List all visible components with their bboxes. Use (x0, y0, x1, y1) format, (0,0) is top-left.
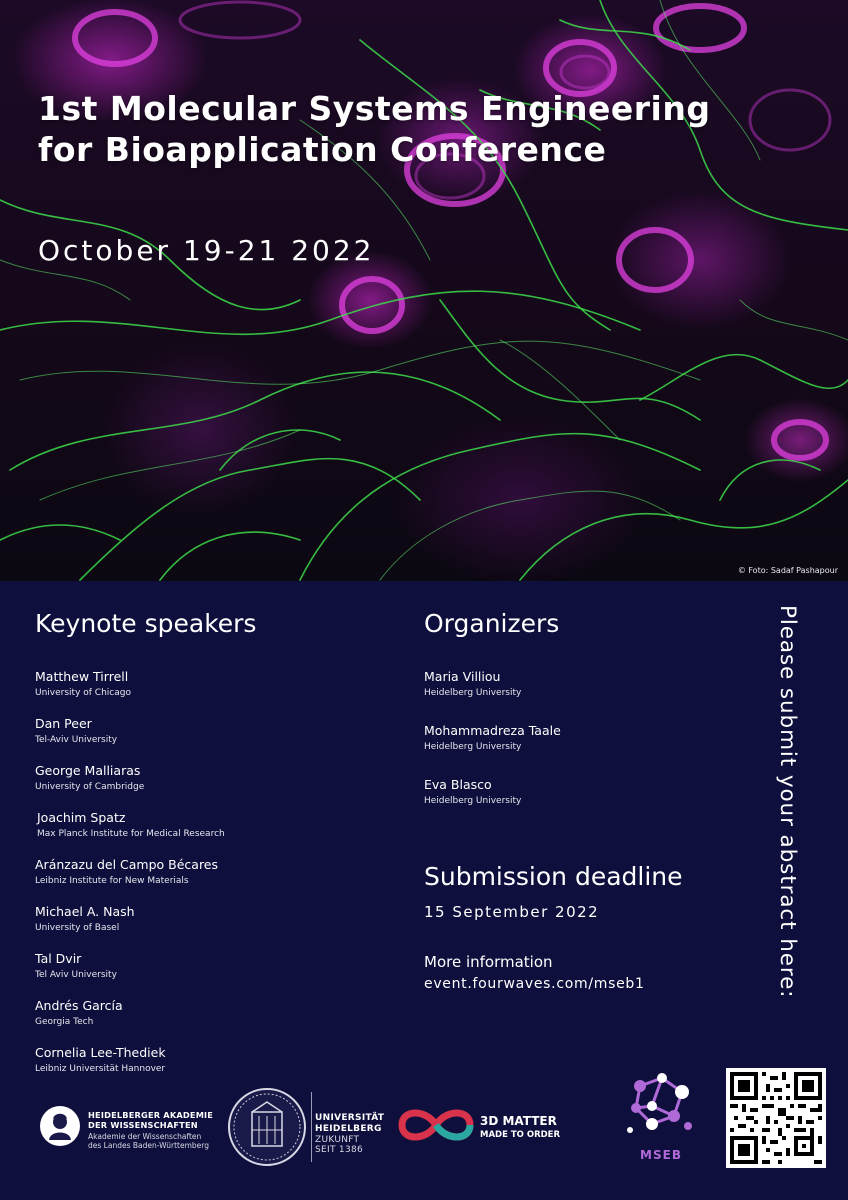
speaker-affiliation: University of Cambridge (35, 782, 145, 792)
speaker-item (35, 763, 144, 794)
submit-abstract-cta: Please submit your abstract here: (775, 605, 800, 999)
speaker-name: Andrés García (35, 998, 123, 1013)
organizer-item (424, 669, 521, 700)
organizer-name: Mohammadreza Taale (424, 723, 561, 738)
speaker-item (35, 1045, 166, 1076)
speaker-item (35, 669, 131, 700)
hero-image (0, 0, 848, 581)
3d-matter-subtitle: MADE TO ORDER (480, 1130, 561, 1140)
university-name-line2: HEIDELBERG (315, 1124, 382, 1134)
conference-date: October 19-21 2022 (38, 234, 375, 267)
academy-name-line1: HEIDELBERGER AKADEMIE (88, 1110, 214, 1120)
conference-title-line2: for Bioapplication Conference (38, 130, 607, 169)
speaker-name: George Malliaras (35, 763, 141, 778)
mseb-logo (622, 1066, 700, 1170)
academy-seal-icon (40, 1106, 80, 1146)
speaker-affiliation: Leibniz Institute for New Materials (35, 876, 189, 886)
photo-credit: © Foto: Sadaf Pashapour (737, 566, 838, 575)
academy-name-line4: des Landes Baden-Württemberg (88, 1141, 210, 1150)
speaker-item (35, 998, 123, 1029)
speaker-affiliation: Tel Aviv University (35, 970, 117, 980)
organizer-name: Eva Blasco (424, 777, 492, 792)
qr-code-icon (730, 1072, 822, 1164)
more-information-label: More information (424, 953, 553, 971)
speaker-name: Aránzazu del Campo Bécares (35, 857, 219, 872)
university-name-line1: UNIVERSITÄT (315, 1113, 385, 1123)
logo-divider (311, 1092, 312, 1162)
university-name-line3: ZUKUNFT (315, 1135, 360, 1145)
organizers-heading: Organizers (424, 609, 560, 638)
speaker-name: Tal Dvir (35, 951, 82, 966)
event-link[interactable]: event.fourwaves.com/mseb1 (424, 976, 645, 992)
speaker-affiliation: Tel-Aviv University (35, 735, 118, 745)
university-seal-icon (228, 1088, 306, 1166)
abstract-qr-code[interactable] (726, 1068, 826, 1168)
submission-deadline-date: 15 September 2022 (424, 903, 600, 921)
university-name-line4: SEIT 1386 (315, 1145, 364, 1155)
organizer-item (424, 723, 561, 754)
organizer-name: Maria Villiou (424, 669, 501, 684)
academy-name-line3: Akademie der Wissenschaften (88, 1132, 202, 1141)
speaker-affiliation: Leibniz Universität Hannover (35, 1064, 166, 1074)
speaker-name: Dan Peer (35, 716, 92, 731)
speaker-affiliation: University of Basel (35, 923, 120, 933)
heidelberg-academy-logo (40, 1106, 225, 1156)
speaker-name: Matthew Tirrell (35, 669, 129, 684)
organizer-affiliation: Heidelberg University (424, 688, 522, 698)
keynote-heading: Keynote speakers (35, 609, 257, 638)
speaker-item (37, 810, 225, 841)
speaker-name: Michael A. Nash (35, 904, 135, 919)
3d-matter-title: 3D MATTER (480, 1114, 557, 1128)
speaker-affiliation: University of Chicago (35, 688, 131, 698)
speaker-affiliation: Georgia Tech (35, 1017, 94, 1027)
organizer-item (424, 777, 521, 808)
mseb-label: MSEB (640, 1148, 682, 1162)
3d-matter-logo (396, 1103, 566, 1147)
speaker-name: Cornelia Lee-Thediek (35, 1045, 166, 1060)
organizer-affiliation: Heidelberg University (424, 796, 522, 806)
speaker-name: Joachim Spatz (37, 810, 126, 825)
infinity-icon (396, 1103, 476, 1147)
speaker-item (35, 904, 135, 935)
conference-title (38, 88, 738, 170)
speaker-item (35, 857, 218, 888)
academy-name-line2: DER WISSENSCHAFTEN (88, 1120, 198, 1130)
speaker-item (35, 951, 117, 982)
heidelberg-university-logo (228, 1088, 388, 1168)
organizer-affiliation: Heidelberg University (424, 742, 522, 752)
molecule-network-icon (622, 1066, 700, 1146)
speaker-item (35, 716, 117, 747)
conference-title-line1: 1st Molecular Systems Engineering (38, 89, 711, 128)
speaker-affiliation: Max Planck Institute for Medical Research (37, 829, 225, 839)
submission-deadline-heading: Submission deadline (424, 862, 683, 891)
